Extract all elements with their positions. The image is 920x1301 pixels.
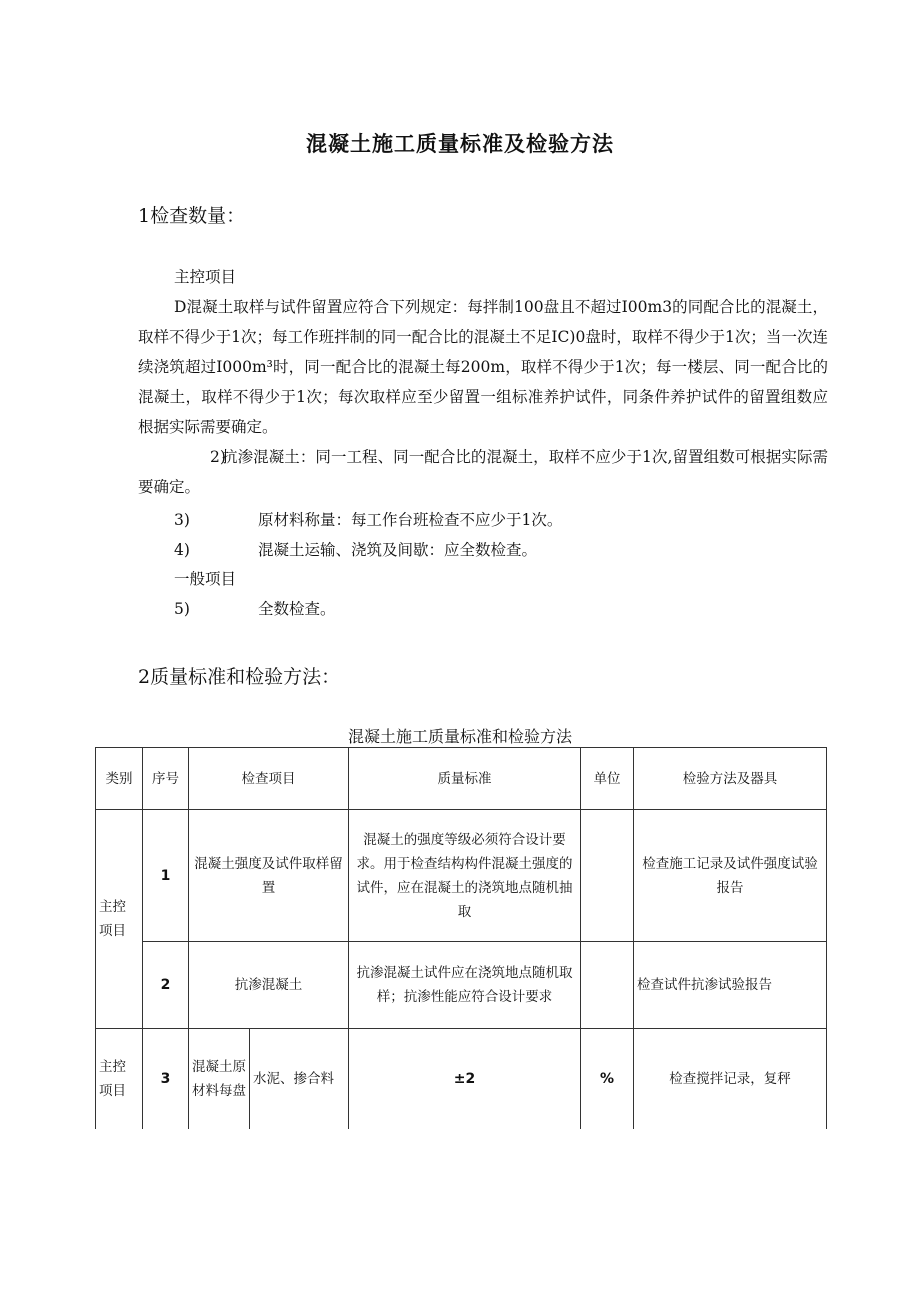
item-4-number: 4)	[174, 541, 190, 559]
row-1-method: 检查施工记录及试件强度试验报告	[634, 810, 827, 942]
table-row	[96, 942, 827, 1029]
row-1-category: 主控项目	[96, 810, 143, 1029]
row-3-category: 主控项目	[96, 1029, 143, 1129]
general-items-label: 一般项目	[174, 570, 237, 588]
section-2-heading: 2质量标准和检验方法：	[138, 666, 341, 688]
item-4-line	[174, 535, 537, 565]
item-5-number: 5)	[174, 600, 190, 618]
header-unit: 单位	[581, 748, 634, 810]
table-row	[96, 1029, 827, 1129]
row-2-standard: 抗渗混凝土试件应在浇筑地点随机取样；抗渗性能应符合设计要求	[349, 942, 581, 1029]
table-row	[96, 810, 827, 942]
row-1-standard: 混凝土的强度等级必须符合设计要求。用于检查结构构件混凝土强度的试件，应在混凝土的浇筑地点随机抽取	[349, 810, 581, 942]
item-4-text: 混凝土运输、浇筑及间歇：应全数检查。	[258, 541, 538, 559]
row-1-seq: 1	[143, 810, 189, 942]
header-item: 检查项目	[189, 748, 349, 810]
item-3-line	[174, 505, 562, 535]
section-1-heading: 1检查数量：	[138, 205, 246, 227]
row-3-item-group: 混凝土原材料每盘	[189, 1029, 250, 1129]
header-standard: 质量标准	[349, 748, 581, 810]
header-seq: 序号	[143, 748, 189, 810]
item-5-text: 全数检查。	[258, 600, 336, 618]
table-header-row	[96, 748, 827, 810]
page-title: 混凝土施工质量标准及检验方法	[306, 132, 614, 156]
row-2-item: 抗渗混凝土	[189, 942, 349, 1029]
row-2-method: 检查试件抗渗试验报告	[634, 942, 827, 1029]
main-items-label: 主控项目	[174, 268, 237, 286]
quality-standard-table	[95, 747, 827, 1129]
item-3-number: 3)	[174, 511, 190, 529]
row-3-item: 水泥、掺合料	[250, 1029, 349, 1129]
row-3-seq: 3	[143, 1029, 189, 1129]
row-3-method: 检查搅拌记录，复秤	[634, 1029, 827, 1129]
item-5-line	[174, 594, 336, 624]
row-1-unit	[581, 810, 634, 942]
item-2-paragraph	[138, 442, 828, 502]
item-3-text: 原材料称量：每工作台班检查不应少于1次。	[258, 511, 563, 529]
item-1-paragraph: D混凝土取样与试件留置应符合下列规定：每拌制100盘且不超过I00m3的同配合比的混凝土，取样不得少于1次；每工作班拌制的同一配合比的混凝土不足IC)0盘时，取样不得少于1次；当一次连续浇筑超过I000m³时，同一配合比的混凝土每200m，取样不得少于1次；每一楼层、同一配合比的混凝土，取样不得少于1次；每次取样应至少留置一组标准养护试件，同条件养护试件的留置组数应根据实际需要确定。	[138, 298, 828, 436]
row-1-item: 混凝土强度及试件取样留置	[189, 810, 349, 942]
row-2-seq: 2	[143, 942, 189, 1029]
header-method: 检验方法及器具	[634, 748, 827, 810]
item-2-text: 抗渗混凝土：同一工程、同一配合比的混凝土，取样不应少于1次,留置组数可根据实际需要确定。	[138, 448, 828, 496]
row-3-unit: %	[581, 1029, 634, 1129]
row-2-unit	[581, 942, 634, 1029]
item-2-number: 2)	[210, 448, 226, 466]
header-category: 类别	[96, 748, 143, 810]
table-caption: 混凝土施工质量标准和检验方法	[347, 727, 572, 746]
row-3-standard: ±2	[349, 1029, 581, 1129]
